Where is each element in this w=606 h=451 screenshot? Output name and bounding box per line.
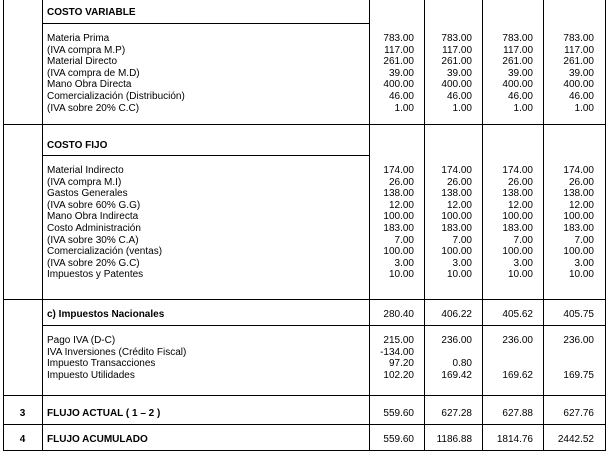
row-label: Comercialización (ventas) <box>47 246 163 258</box>
value-col-2: 400.00 <box>441 79 472 91</box>
total-label: FLUJO ACUMULADO <box>47 434 148 445</box>
value-col-1: -134.00 <box>380 346 414 358</box>
value-col-2: 169.42 <box>441 369 472 381</box>
value-col-2: 7.00 <box>452 234 472 246</box>
value-col-2: 627.28 <box>441 408 472 419</box>
row-label: (IVA sobre 60% G.G) <box>47 199 141 211</box>
value-col-3: 400.00 <box>502 79 533 91</box>
value-col-2: 46.00 <box>446 91 472 102</box>
value-col-4: 7.00 <box>574 234 594 246</box>
row-label: Material Directo <box>47 56 118 68</box>
row-label: (IVA compra de M.D) <box>47 67 140 79</box>
value-col-4: 138.00 <box>563 188 594 200</box>
value-col-1: 1.00 <box>394 102 414 114</box>
value-col-4: 100.00 <box>563 211 594 223</box>
value-col-4: 183.00 <box>563 223 594 234</box>
value-col-3: 100.00 <box>502 246 533 258</box>
row-label: (IVA compra M.P) <box>47 44 126 56</box>
value-col-1: 46.00 <box>388 91 414 102</box>
column-border <box>369 0 370 451</box>
value-col-1: 559.60 <box>383 408 414 419</box>
row-label: Gastos Generales <box>47 188 128 200</box>
value-col-3: 1.00 <box>513 102 533 114</box>
value-col-1: 215.00 <box>383 335 414 346</box>
value-col-1: 97.20 <box>388 358 414 370</box>
row-label: Comercialización (Distribución) <box>47 91 185 102</box>
row-separator <box>3 395 606 396</box>
value-col-3: 100.00 <box>502 211 533 223</box>
value-col-3: 26.00 <box>507 176 533 188</box>
value-col-1: 7.00 <box>394 234 414 246</box>
value-col-4: 627.76 <box>563 408 594 419</box>
row-label: Mano Obra Directa <box>47 79 132 91</box>
value-col-1: 783.00 <box>383 33 414 44</box>
value-col-2: 0.80 <box>452 358 472 370</box>
row-separator <box>3 124 606 125</box>
column-border <box>424 0 425 451</box>
column-border <box>482 0 483 451</box>
value-col-1: 26.00 <box>388 176 414 188</box>
value-col-3: 12.00 <box>507 199 533 211</box>
row-index: 4 <box>19 434 26 445</box>
section-title-impuestos-nacionales: c) Impuestos Nacionales <box>47 309 165 320</box>
value-col-4: 1.00 <box>574 102 594 114</box>
row-label: (IVA sobre 20% C.C) <box>47 102 140 114</box>
value-col-4: 100.00 <box>563 246 594 258</box>
section-title-underline <box>42 155 370 156</box>
row-separator <box>3 299 606 300</box>
value-col-1: 261.00 <box>383 56 414 68</box>
value-col-1: 400.00 <box>383 79 414 91</box>
value-col-2: 1186.88 <box>436 434 472 445</box>
value-col-3: 783.00 <box>502 33 533 44</box>
row-label: Impuesto Transacciones <box>47 358 156 370</box>
value-col-2: 117.00 <box>442 44 472 56</box>
value-col-4: 169.75 <box>563 369 594 381</box>
section-title-costo-fijo: COSTO FIJO <box>47 140 108 151</box>
value-col-1: 117.00 <box>384 44 414 56</box>
value-col-2: 1.00 <box>452 102 472 114</box>
value-col-2: 3.00 <box>452 257 472 269</box>
value-col-3: 39.00 <box>507 67 533 79</box>
value-col-2: 406.22 <box>441 309 472 320</box>
value-col-4: 400.00 <box>563 79 594 91</box>
value-col-2: 12.00 <box>446 199 472 211</box>
value-col-2: 100.00 <box>441 211 472 223</box>
value-col-4: 174.00 <box>563 165 594 176</box>
value-col-3: 236.00 <box>502 335 533 346</box>
value-col-4: 39.00 <box>568 67 594 79</box>
value-col-2: 100.00 <box>441 246 472 258</box>
value-col-1: 174.00 <box>383 165 414 176</box>
value-col-1: 3.00 <box>394 257 414 269</box>
value-col-3: 46.00 <box>507 91 533 102</box>
value-col-1: 39.00 <box>388 67 414 79</box>
value-col-4: 46.00 <box>568 91 594 102</box>
value-col-3: 183.00 <box>502 223 533 234</box>
value-col-1: 10.00 <box>388 269 414 281</box>
column-border <box>543 0 544 451</box>
value-col-1: 280.40 <box>383 309 414 320</box>
value-col-4: 261.00 <box>563 56 594 68</box>
value-col-1: 138.00 <box>383 188 414 200</box>
value-col-3: 1814.76 <box>496 434 533 445</box>
value-col-3: 117.00 <box>503 44 533 56</box>
value-col-2: 783.00 <box>441 33 472 44</box>
value-col-4: 3.00 <box>574 257 594 269</box>
column-border <box>42 0 43 451</box>
row-separator <box>3 424 606 425</box>
value-col-1: 102.20 <box>383 369 414 381</box>
value-col-2: 261.00 <box>441 56 472 68</box>
row-label: (IVA sobre 30% C.A) <box>47 234 139 246</box>
value-col-3: 3.00 <box>513 257 533 269</box>
column-border <box>3 0 4 451</box>
row-label: Materia Prima <box>47 33 110 44</box>
row-label: IVA Inversiones (Crédito Fiscal) <box>47 346 187 358</box>
value-col-4: 2442.52 <box>557 434 594 445</box>
row-label: Costo Administración <box>47 223 141 234</box>
row-label: Material Indirecto <box>47 165 124 176</box>
total-label: FLUJO ACTUAL ( 1 – 2 ) <box>47 408 161 419</box>
row-label: Impuestos y Patentes <box>47 269 144 281</box>
value-col-4: 26.00 <box>568 176 594 188</box>
value-col-2: 39.00 <box>446 67 472 79</box>
row-label: Mano Obra Indirecta <box>47 211 139 223</box>
value-col-2: 236.00 <box>441 335 472 346</box>
value-col-3: 405.62 <box>502 309 533 320</box>
value-col-1: 183.00 <box>383 223 414 234</box>
value-col-4: 117.00 <box>564 44 594 56</box>
value-col-2: 26.00 <box>446 176 472 188</box>
value-col-3: 7.00 <box>513 234 533 246</box>
value-col-4: 12.00 <box>568 199 594 211</box>
row-label: Pago IVA (D-C) <box>47 335 116 346</box>
value-col-1: 12.00 <box>388 199 414 211</box>
value-col-4: 236.00 <box>563 335 594 346</box>
value-col-2: 138.00 <box>441 188 472 200</box>
row-label: (IVA compra M.I) <box>47 176 122 188</box>
row-label: Impuesto Utilidades <box>47 369 135 381</box>
value-col-3: 138.00 <box>502 188 533 200</box>
section-title-costo-variable: COSTO VARIABLE <box>47 7 136 18</box>
value-col-3: 10.00 <box>507 269 533 281</box>
section-title-underline <box>42 23 370 24</box>
value-col-3: 627.88 <box>502 408 533 419</box>
value-col-3: 261.00 <box>502 56 533 68</box>
value-col-4: 405.75 <box>563 309 594 320</box>
value-col-4: 10.00 <box>568 269 594 281</box>
value-col-2: 10.00 <box>446 269 472 281</box>
row-label: (IVA sobre 20% G.C) <box>47 257 140 269</box>
value-col-1: 100.00 <box>383 246 414 258</box>
value-col-3: 169.62 <box>502 369 533 381</box>
value-col-1: 100.00 <box>383 211 414 223</box>
value-col-3: 174.00 <box>502 165 533 176</box>
row-index: 3 <box>19 408 26 419</box>
value-col-2: 183.00 <box>441 223 472 234</box>
value-col-1: 559.60 <box>383 434 414 445</box>
value-col-2: 174.00 <box>441 165 472 176</box>
row-separator <box>42 325 606 326</box>
value-col-4: 783.00 <box>563 33 594 44</box>
